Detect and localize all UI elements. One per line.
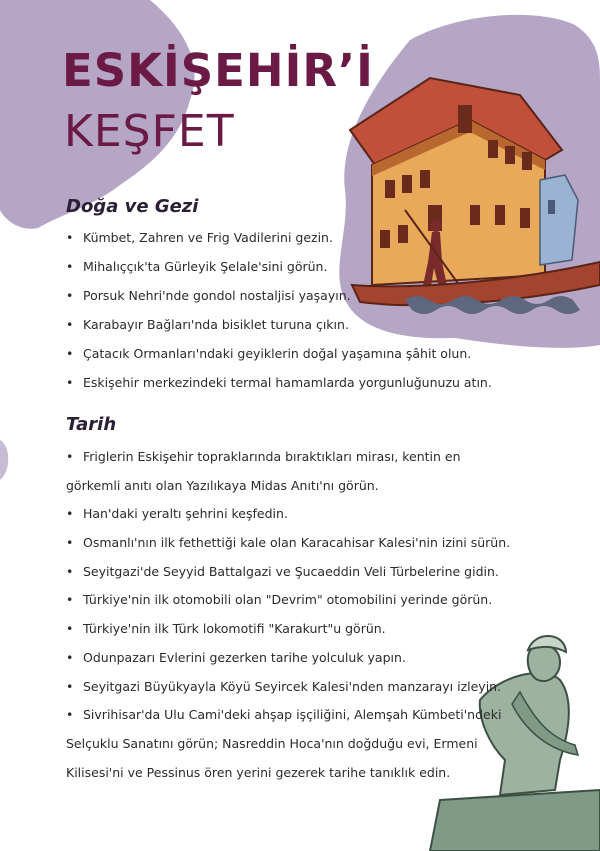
left-edge-blob (0, 440, 8, 480)
statue-head (528, 645, 560, 681)
history-list (66, 447, 510, 791)
list-item: • Türkiye'nin ilk Türk lokomotifi "Karakurt"u görün. (66, 619, 510, 648)
list-item: • Kümbet, Zahren ve Frig Vadilerini gezin. (66, 228, 492, 257)
list-item: • Mihalıççık'ta Gürleyik Şelale'sini görün. (66, 257, 492, 286)
nature-section-heading: Doğa ve Gezi (66, 196, 199, 217)
side-house (540, 175, 578, 265)
list-item: • Porsuk Nehri'nde gondol nostaljisi yaşayın. (66, 286, 492, 315)
list-item-continuation: Selçuklu Sanatını görün; Nasreddin Hoca'nın doğduğu evi, Ermeni (66, 735, 478, 751)
history-section-heading: Tarih (66, 414, 117, 435)
list-item: • Sivrihisar'da Ulu Cami'deki ahşap işçiliğini, Alemşah Kümbeti'ndeki (66, 705, 510, 734)
list-item: • Osmanlı'nın ilk fethettiği kale olan Karacahisar Kalesi'nin izini sürün. (66, 533, 510, 562)
list-item: • Odunpazarı Evlerini gezerken tarihe yolculuk yapın. (66, 648, 510, 677)
list-item-continuation: görkemli anıtı olan Yazılıkaya Midas Anıtı'nı görün. (66, 477, 379, 493)
list-item: • Eskişehir merkezindeki termal hamamlarda yorgunluğunuzu atın. (66, 373, 492, 402)
list-item: • Han'daki yeraltı şehrini keşfedin. (66, 504, 510, 533)
list-item-continuation: Kilisesi'ni ve Pessinus ören yerini gezerek tarihe tanıklık edin. (66, 764, 451, 780)
title-line-2: KEŞFET (64, 106, 235, 157)
list-item: • Seyitgazi'de Seyyid Battalgazi ve Şucaeddin Veli Türbelerine gidin. (66, 562, 510, 591)
title-line-1: ESKİŞEHİR’İ (62, 44, 374, 97)
list-item: • Çatacık Ormanları'ndaki geyiklerin doğal yaşamına şâhit olun. (66, 344, 492, 373)
nature-list (66, 228, 492, 402)
list-item: • Seyitgazi Büyükyayla Köyü Seyircek Kalesi'nden manzarayı izleyin. (66, 677, 510, 706)
statue-pedestal (430, 790, 600, 851)
list-item: • Friglerin Eskişehir topraklarında bıraktıkları mirası, kentin en (66, 447, 510, 476)
list-item: • Türkiye'nin ilk otomobili olan "Devrim" otomobilini yerinde görün. (66, 590, 510, 619)
list-item: • Karabayır Bağları'nda bisiklet turuna çıkın. (66, 315, 492, 344)
